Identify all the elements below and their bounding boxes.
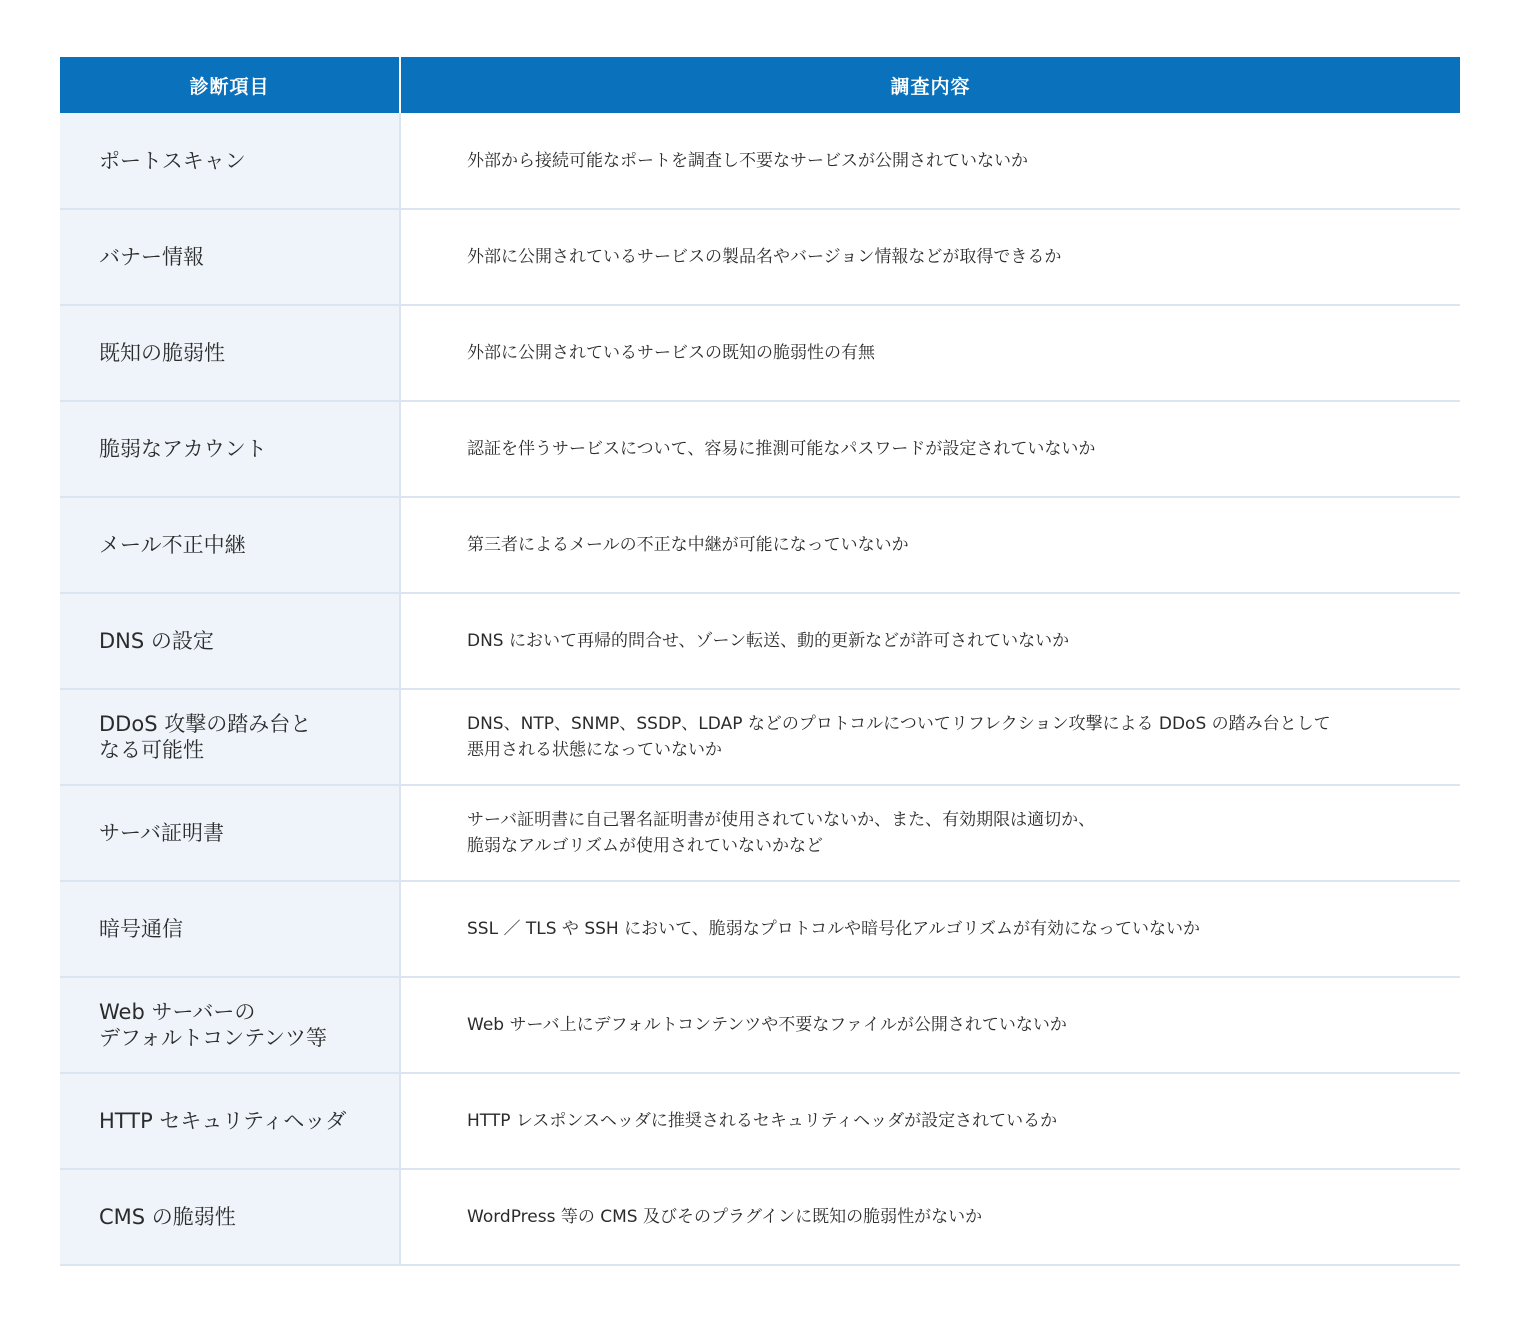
investigation-content-cell	[400, 113, 1460, 209]
diagnosis-item-cell	[60, 1073, 400, 1169]
diagnosis-item-cell	[60, 209, 400, 305]
table-row	[60, 401, 1460, 497]
table-row	[60, 1073, 1460, 1169]
diagnosis-item-text: 暗号通信	[99, 917, 183, 941]
table-header	[60, 57, 1460, 113]
diagnosis-item-text: デフォルトコンテンツ等	[99, 1026, 328, 1050]
diagnosis-item-cell	[60, 593, 400, 689]
investigation-content-cell	[400, 1073, 1460, 1169]
table-row	[60, 209, 1460, 305]
table-row	[60, 1169, 1460, 1265]
investigation-content-cell	[400, 785, 1460, 881]
header-diagnosis-item: 診断項目	[60, 57, 400, 113]
table-row	[60, 785, 1460, 881]
diagnosis-item-text: DNS の設定	[99, 629, 214, 653]
investigation-content-text: 外部から接続可能なポートを調査し不要なサービスが公開されていないか	[467, 150, 1028, 171]
diagnosis-item-text: ポートスキャン	[99, 148, 246, 173]
table-row	[60, 497, 1460, 593]
investigation-content-text: DNS、NTP、SNMP、SSDP、LDAP などのプロトコルについてリフレクション攻撃による DDoS の踏み台として	[467, 714, 1331, 734]
diagnosis-item-cell	[60, 113, 400, 209]
investigation-content-cell	[400, 401, 1460, 497]
diagnosis-item-cell	[60, 401, 400, 497]
diagnosis-item-text: DDoS 攻撃の踏み台と	[99, 712, 312, 736]
diagnosis-item-text: HTTP セキュリティヘッダ	[99, 1109, 347, 1133]
investigation-content-text: 認証を伴うサービスについて、容易に推測可能なパスワードが設定されていないか	[467, 439, 1096, 459]
table-row	[60, 689, 1460, 785]
investigation-content-cell	[400, 209, 1460, 305]
investigation-content-cell	[400, 305, 1460, 401]
diagnosis-item-cell	[60, 1169, 400, 1265]
diagnosis-item-cell	[60, 305, 400, 401]
diagnosis-item-cell	[60, 689, 400, 785]
investigation-content-text: 外部に公開されているサービスの製品名やバージョン情報などが取得できるか	[467, 247, 1062, 267]
diagnosis-item-cell	[60, 881, 400, 977]
diagnosis-item-text: Web サーバーの	[99, 1000, 256, 1024]
diagnosis-item-text: サーバ証明書	[99, 821, 224, 845]
investigation-content-text: SSL ／ TLS や SSH において、脆弱なプロトコルや暗号化アルゴリズムが有効になっていないか	[467, 919, 1201, 939]
investigation-content-cell	[400, 1169, 1460, 1265]
investigation-content-text: 外部に公開されているサービスの既知の脆弱性の有無	[467, 343, 875, 363]
investigation-content-text: 悪用される状態になっていないか	[467, 740, 722, 760]
diagnosis-item-text: 既知の脆弱性	[99, 341, 225, 365]
investigation-content-text: HTTP レスポンスヘッダに推奨されるセキュリティヘッダが設定されているか	[467, 1111, 1058, 1131]
header-investigation-content: 調査内容	[400, 57, 1460, 113]
diagnosis-item-text: メール不正中継	[99, 533, 246, 557]
investigation-content-text: 脆弱なアルゴリズムが使用されていないかなど	[467, 836, 823, 856]
diagnosis-table-container	[60, 57, 1460, 1266]
investigation-content-text: DNS において再帰的問合せ、ゾーン転送、動的更新などが許可されていないか	[467, 631, 1070, 651]
investigation-content-cell	[400, 881, 1460, 977]
investigation-content-cell	[400, 977, 1460, 1073]
diagnosis-item-text: 脆弱なアカウント	[99, 437, 267, 461]
investigation-content-text: サーバ証明書に自己署名証明書が使用されていないか、また、有効期限は適切か、	[467, 810, 1096, 830]
diagnosis-item-cell	[60, 977, 400, 1073]
diagnosis-item-text: CMS の脆弱性	[99, 1205, 236, 1229]
diagnosis-item-text: なる可能性	[99, 738, 204, 762]
investigation-content-cell	[400, 593, 1460, 689]
investigation-content-text: WordPress 等の CMS 及びそのプラグインに既知の脆弱性がないか	[467, 1207, 983, 1227]
diagnosis-item-cell	[60, 497, 400, 593]
investigation-content-cell	[400, 689, 1460, 785]
table-row	[60, 881, 1460, 977]
table-body	[60, 113, 1460, 1265]
investigation-content-text: 第三者によるメールの不正な中継が可能になっていないか	[467, 535, 909, 555]
diagnosis-item-cell	[60, 785, 400, 881]
header-row	[60, 57, 1460, 113]
table-row	[60, 305, 1460, 401]
investigation-content-text: Web サーバ上にデフォルトコンテンツや不要なファイルが公開されていないか	[467, 1015, 1067, 1035]
diagnosis-table	[60, 57, 1460, 1266]
table-row	[60, 593, 1460, 689]
table-row	[60, 113, 1460, 209]
diagnosis-item-text: バナー情報	[99, 245, 204, 269]
investigation-content-cell	[400, 497, 1460, 593]
table-row	[60, 977, 1460, 1073]
